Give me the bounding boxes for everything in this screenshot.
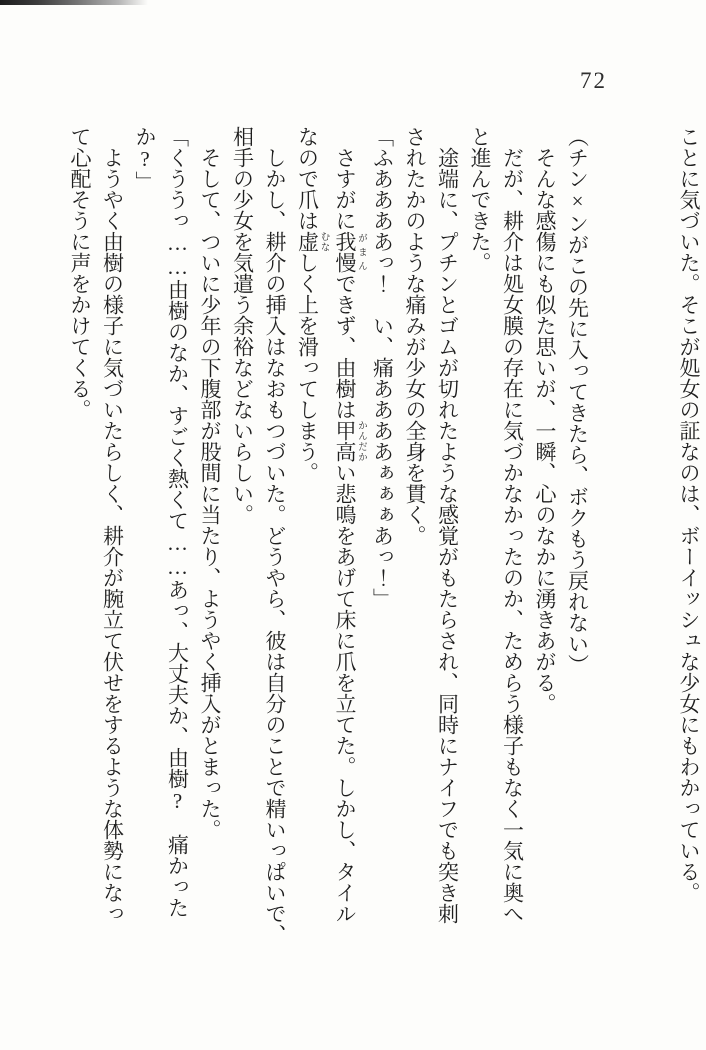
- text-block: [64, 126, 706, 998]
- text-line: 「くううっ……由樹のなか、すごく熱くて……あっ、大丈夫か、由樹? 痛かった: [165, 126, 190, 918]
- text-line: と進んできた。: [468, 126, 492, 273]
- text-line: （チン×ンがこの先に入ってきたら、ボクもう戻れない）: [565, 126, 590, 675]
- scan-artifact: [0, 0, 148, 5]
- text-line: 相手の少女を気遣う余裕などないらしい。: [230, 126, 255, 525]
- text-line: そして、ついに少年の下腹部が股間に当たり、ようやく挿入がとまった。: [198, 147, 222, 840]
- text-line: しかし、耕介の挿入はなおもつづいた。どうやら、彼は自分のことで精いっぱいで、: [263, 147, 287, 945]
- ruby-annotated-word: 虚 むな: [295, 231, 329, 252]
- text-line: されたかのような痛みが少女の全身を貫く。: [403, 126, 427, 546]
- text-line: だが、耕介は処女膜の存在に気づかなかったのか、ためらう様子もなく一気に奥へ: [500, 147, 525, 924]
- text-line: か?」: [133, 126, 157, 192]
- text-line: ようやく由樹の様子に気づいたらしく、耕介が腕立て伏せをするような体勢になっ: [100, 147, 125, 924]
- ruby-annotated-word: 甲高 かんだか: [333, 420, 366, 462]
- ruby-annotated-word: 我慢 がまん: [333, 231, 366, 273]
- text-line: 「ふああああっ！ い、痛ああああぁぁぁあっ！」: [370, 126, 395, 609]
- text-line: ことに気づいた。そこが処女の証なのは、ボーイッシュな少女にもわかっている。: [677, 126, 701, 903]
- text-line: そんな感傷にも似た思いが、一瞬、心のなかに湧きあがる。: [533, 147, 557, 714]
- text-line: て心配そうに声をかけてくる。: [68, 126, 92, 420]
- text-line: さすがに我慢 がまんできず、由樹は甲高 かんだかい悲鳴をあげて床に爪を立てた。しかし、タイル: [333, 147, 366, 924]
- text-line: 途端に、プチンとゴムが切れたような感覚がもたらされ、同時にナイフでも突き刺: [435, 147, 460, 924]
- page-number: 72: [580, 68, 607, 93]
- text-line: なので爪は虚 むなしく上を滑ってしまう。: [295, 126, 329, 483]
